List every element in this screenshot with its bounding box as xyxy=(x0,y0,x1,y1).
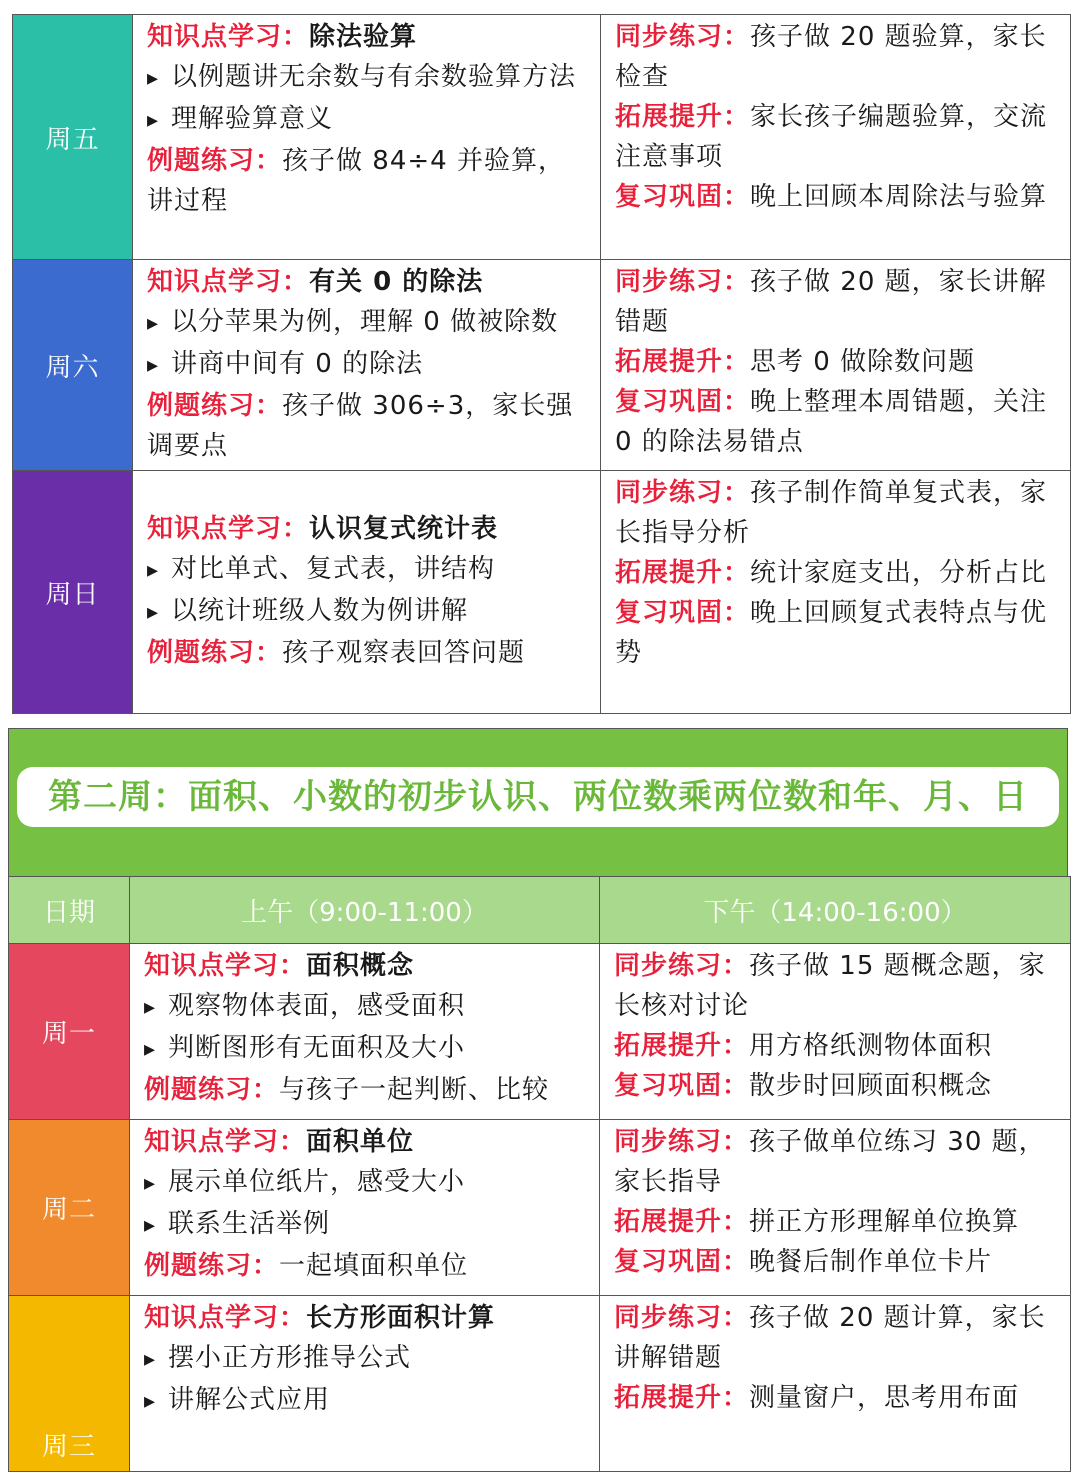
extend-label: 拓展提升： xyxy=(614,1031,750,1061)
extend-text: 家长孩子编题验算，交流注意事项 xyxy=(615,102,1048,172)
bullet-item: ▸ 以统计班级人数为例讲解 xyxy=(147,591,588,633)
day-cell-fri: 周五 xyxy=(13,15,133,260)
extend-label: 拓展提升： xyxy=(615,102,751,132)
knowledge-topic: 面积概念 xyxy=(306,951,415,981)
sync-label: 同步练习： xyxy=(615,22,751,52)
sync-text: 孩子制作简单复式表，家长指导分析 xyxy=(615,478,1048,548)
day-cell-mon: 周一 xyxy=(9,944,130,1120)
knowledge-label: 知识点学习： xyxy=(147,22,310,52)
header-pm: 下午（14:00-16:00） xyxy=(600,877,1071,944)
table-row xyxy=(9,944,1071,1120)
week2-title: 第二周：面积、小数的初步认识、两位数乘两位数和年、月、日 xyxy=(17,767,1059,827)
week2-banner xyxy=(8,728,1068,876)
sync-text: 孩子做单位练习 30 题，家长指导 xyxy=(614,1127,1046,1197)
bullet-item: ▸ 理解验算意义 xyxy=(147,99,588,141)
bullet-item: ▸ 讲商中间有 0 的除法 xyxy=(147,344,588,386)
knowledge-label: 知识点学习： xyxy=(147,514,310,544)
extend-label: 拓展提升： xyxy=(615,347,751,377)
example-label: 例题练习： xyxy=(147,638,283,668)
day-cell-tue: 周二 xyxy=(9,1120,130,1296)
am-cell xyxy=(133,471,601,714)
sync-text: 孩子做 20 题验算，家长检查 xyxy=(615,22,1047,92)
header-row xyxy=(9,877,1071,944)
knowledge-label: 知识点学习： xyxy=(144,1127,307,1157)
am-cell xyxy=(133,15,601,260)
table-row xyxy=(9,1296,1071,1472)
extend-text: 统计家庭支出，分析占比 xyxy=(750,558,1048,588)
am-cell xyxy=(130,1296,600,1472)
am-cell xyxy=(130,1120,600,1296)
pm-cell xyxy=(600,1296,1071,1472)
bullet-item: ▸ 摆小正方形推导公式 xyxy=(144,1338,587,1380)
knowledge-topic: 长方形面积计算 xyxy=(306,1303,496,1333)
week1-schedule-table xyxy=(12,14,1071,714)
week2-schedule-table xyxy=(8,876,1071,1472)
extend-label: 拓展提升： xyxy=(615,558,751,588)
table-row xyxy=(13,471,1071,714)
bullet-item: ▸ 以分苹果为例，理解 0 做被除数 xyxy=(147,302,588,344)
extend-label: 拓展提升： xyxy=(614,1383,750,1413)
bullet-item: ▸ 观察物体表面，感受面积 xyxy=(144,986,587,1028)
bullet-item: ▸ 展示单位纸片，感受大小 xyxy=(144,1162,587,1204)
pm-cell xyxy=(600,944,1071,1120)
pm-cell xyxy=(601,471,1071,714)
am-cell xyxy=(130,944,600,1120)
review-text: 晚上整理本周错题，关注 0 的除法易错点 xyxy=(615,387,1048,457)
day-cell-sun: 周日 xyxy=(13,471,133,714)
knowledge-topic: 认识复式统计表 xyxy=(309,514,499,544)
review-label: 复习巩固： xyxy=(614,1247,750,1277)
sync-text: 孩子做 20 题，家长讲解错题 xyxy=(615,267,1047,337)
sync-label: 同步练习： xyxy=(615,267,751,297)
knowledge-topic: 面积单位 xyxy=(306,1127,415,1157)
example-label: 例题练习： xyxy=(144,1075,280,1105)
example-text: 孩子观察表回答问题 xyxy=(282,638,526,668)
sync-label: 同步练习： xyxy=(615,478,751,508)
knowledge-label: 知识点学习： xyxy=(147,267,310,297)
header-date: 日期 xyxy=(9,877,130,944)
example-text: 一起填面积单位 xyxy=(279,1251,469,1281)
knowledge-label: 知识点学习： xyxy=(144,951,307,981)
review-text: 散步时回顾面积概念 xyxy=(749,1071,993,1101)
pm-cell xyxy=(601,15,1071,260)
table-row xyxy=(13,15,1071,260)
review-label: 复习巩固： xyxy=(615,387,751,417)
extend-text: 测量窗户，思考用布面 xyxy=(749,1383,1020,1413)
review-text: 晚上回顾复式表特点与优势 xyxy=(615,598,1048,668)
bullet-item: ▸ 对比单式、复式表，讲结构 xyxy=(147,549,588,591)
review-label: 复习巩固： xyxy=(615,182,751,212)
bullet-item: ▸ 判断图形有无面积及大小 xyxy=(144,1028,587,1070)
example-text: 孩子做 306÷3，家长强调要点 xyxy=(147,391,574,461)
example-text: 孩子做 84÷4 并验算，讲过程 xyxy=(147,146,565,216)
day-cell-sat: 周六 xyxy=(13,260,133,471)
sync-text: 孩子做 15 题概念题，家长核对讨论 xyxy=(614,951,1046,1021)
sync-label: 同步练习： xyxy=(614,951,750,981)
am-cell xyxy=(133,260,601,471)
bullet-item: ▸ 联系生活举例 xyxy=(144,1204,587,1246)
table-row xyxy=(9,1120,1071,1296)
sync-text: 孩子做 20 题计算，家长讲解错题 xyxy=(614,1303,1046,1373)
review-label: 复习巩固： xyxy=(615,598,751,628)
example-label: 例题练习： xyxy=(144,1251,280,1281)
day-cell-wed: 周三 xyxy=(9,1296,130,1472)
extend-text: 思考 0 做除数问题 xyxy=(750,347,976,377)
review-text: 晚上回顾本周除法与验算 xyxy=(750,182,1048,212)
sync-label: 同步练习： xyxy=(614,1303,750,1333)
extend-text: 拼正方形理解单位换算 xyxy=(749,1207,1020,1237)
knowledge-label: 知识点学习： xyxy=(144,1303,307,1333)
extend-text: 用方格纸测物体面积 xyxy=(749,1031,993,1061)
bullet-item: ▸ 以例题讲无余数与有余数验算方法 xyxy=(147,57,588,99)
sync-label: 同步练习： xyxy=(614,1127,750,1157)
example-label: 例题练习： xyxy=(147,391,283,421)
bullet-item: ▸ 讲解公式应用 xyxy=(144,1380,587,1422)
example-text: 与孩子一起判断、比较 xyxy=(279,1075,550,1105)
review-text: 晚餐后制作单位卡片 xyxy=(749,1247,993,1277)
example-label: 例题练习： xyxy=(147,146,283,176)
review-label: 复习巩固： xyxy=(614,1071,750,1101)
pm-cell xyxy=(600,1120,1071,1296)
knowledge-topic: 除法验算 xyxy=(309,22,418,52)
extend-label: 拓展提升： xyxy=(614,1207,750,1237)
header-am: 上午（9:00-11:00） xyxy=(130,877,600,944)
table-row xyxy=(13,260,1071,471)
pm-cell xyxy=(601,260,1071,471)
knowledge-topic: 有关 0 的除法 xyxy=(309,267,484,297)
